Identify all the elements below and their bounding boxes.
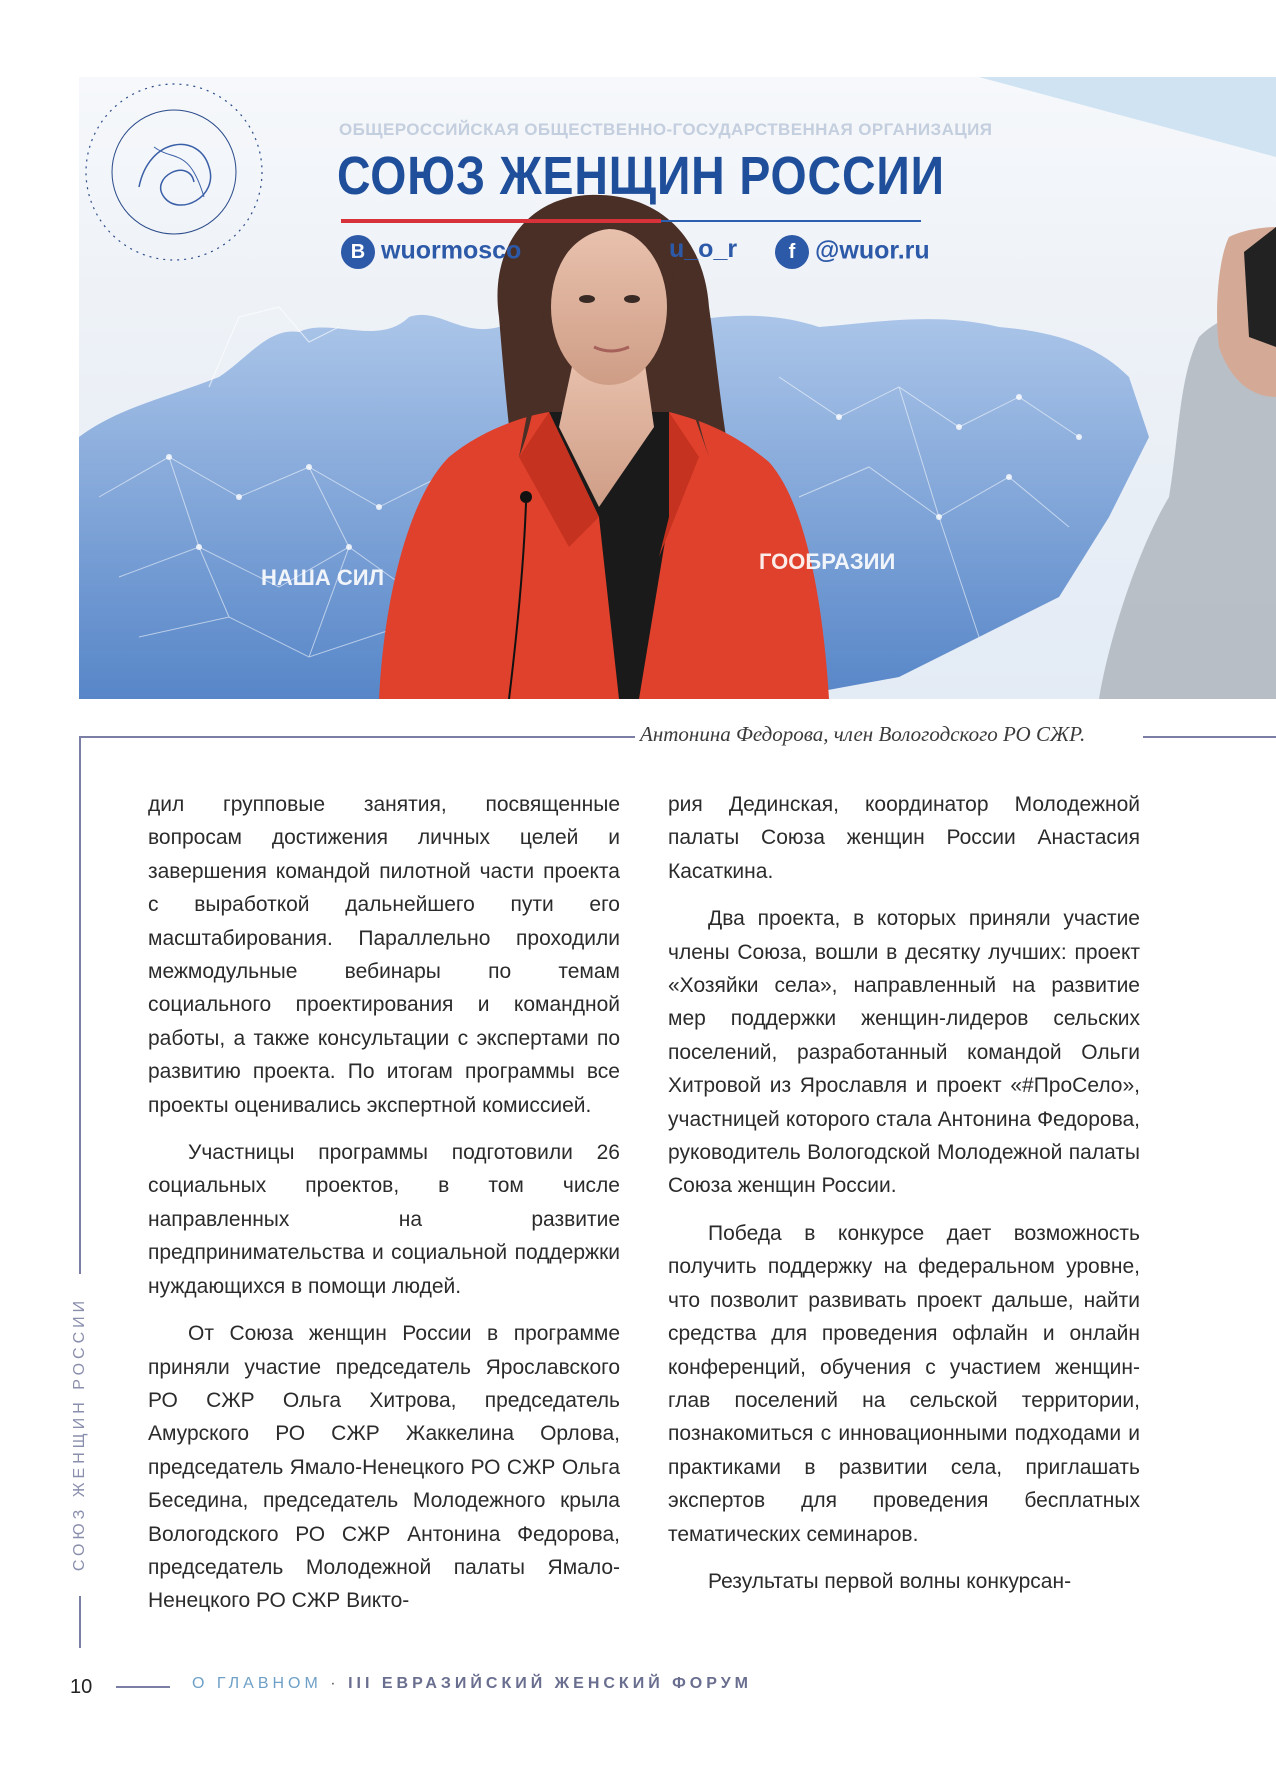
facebook-icon: f (775, 235, 809, 269)
side-label: СОЮЗ ЖЕНЩИН РОССИИ (71, 1296, 88, 1572)
union-logo (79, 77, 269, 267)
fb-handle: @wuor.ru (815, 236, 930, 265)
page-number: 10 (70, 1676, 93, 1698)
article-photo (79, 77, 1276, 699)
paragraph: Участницы программы подготовили 26 социальных проектов, в том числе направленных на развитие предпринимательства и социальной поддержки нуждающихся в помощи людей. (148, 1141, 620, 1298)
running-footer (192, 1675, 752, 1693)
footer-section: О ГЛАВНОМ (192, 1675, 322, 1692)
banner-red-line (341, 219, 661, 223)
caption-divider (1143, 736, 1276, 738)
paragraph: Результаты первой волны конкурсан- (708, 1569, 1072, 1593)
banner-subtitle: ОБЩЕРОССИЙСКАЯ ОБЩЕСТВЕННО-ГОСУДАРСТВЕННАЯ ОРГАНИЗАЦИЯ (339, 120, 993, 139)
paragraph: Победа в конкурсе дает возможность получить поддержку на федеральном уровне, что позволит развивать проект дальше, найти средства для проведения офлайн и онлайн конференций, обучения с участием женщин-глав поселений на сельской территории, познакомиться с инновационными подходами и практиками в развитии села, приглашать экспертов для проведения бесплатных тематических семинаров. (668, 1221, 1140, 1546)
footer-separator: · (330, 1675, 340, 1692)
banner-blue-line (661, 220, 921, 222)
paragraph: От Союза женщин России в программе приняли участие председатель Ярославского РО СЖР Ольга Хитрова, председатель Амурского РО СЖР Жаккелина Орлова, председатель Ямало-Ненецкого РО СЖР Ольга Беседина, председатель Молодежного крыла Вологодского РО СЖР Антонина Федорова, председатель Молодежной палаты Ямало-Ненецкого РО СЖР Викто- (148, 1322, 620, 1613)
photo-caption: Антонина Федорова, член Вологодского РО СЖР. (640, 722, 1086, 746)
vk-icon: В (341, 235, 375, 269)
footer-rule (116, 1686, 170, 1688)
map-text-right: ГООБРАЗИИ (759, 549, 896, 574)
mid-handle: u_o_r (669, 235, 738, 263)
frame-top-rule (79, 736, 635, 738)
map-text-left: НАША СИЛ (261, 565, 385, 590)
paragraph: Два проекта, в которых приняли участие члены Союза, вошли в десятку лучших: проект «Хозяйки села», направленный на развитие мер поддержки женщин-лидеров сельских поселений, разработанный командой Ольги Хитровой из Ярославля и проект «#ПроСело», участницей которого стала Антонина Федорова, руководитель Вологодской Молодежной палаты Союза женщин России. (668, 907, 1140, 1198)
vk-link (341, 235, 521, 269)
vk-handle: wuormosco (381, 236, 522, 265)
fb-link (775, 235, 930, 269)
banner-title: СОЮЗ ЖЕНЩИН РОССИИ (337, 146, 945, 206)
footer-topic: III ЕВРАЗИЙСКИЙ ЖЕНСКИЙ ФОРУМ (348, 1675, 752, 1692)
frame-left-rule-lower (79, 1596, 81, 1648)
left-column (148, 788, 620, 1632)
frame-left-rule (79, 736, 81, 1274)
paragraph: рия Дединская, координатор Молодежной палаты Союза женщин России Анастасия Касаткина. (668, 793, 1140, 883)
right-column (668, 788, 1140, 1612)
paragraph: дил групповые занятия, посвященные вопросам достижения личных целей и завершения командой пилотной части проекта с выработкой дальнейшего пути его масштабирования. Параллельно проходили межмодульные вебинары по темам социального проектирования и командной работы, а также консультации с экспертами по развитию проекта. По итогам программы все проекты оценивались экспертной комиссией. (148, 793, 620, 1117)
